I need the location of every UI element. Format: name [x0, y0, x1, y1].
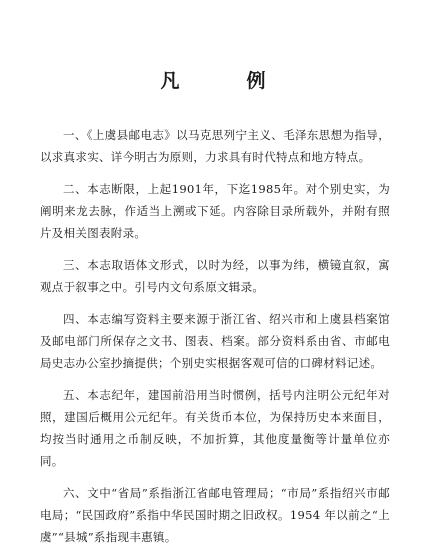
paragraph-2: 二、本志断限，上起1901年，下迄1985年。对个别史实，为阐明来龙去脉，作适当上溯或下延。内容除目录所载外，并附有照片及相关图表附录。 — [40, 182, 390, 240]
paragraph-1: 一、《上虞县邮电志》以马克思列宁主义、毛泽东思想为指导，以求真求实、详今明古为原则，力求具有时代特点和地方特点。 — [40, 128, 390, 164]
paragraph-6: 六、文中“省局”系指浙江省邮电管理局；“市局”系指绍兴市邮电局；“民国政府”系指中华民国时期之旧政权。1954 年以前之“上虞”“县城”系指现丰惠镇。 — [40, 486, 390, 544]
paragraph-4: 四、本志编写资料主要来源于浙江省、绍兴市和上虞县档案馆及邮电部门所保存之文书、图表、档案。部分资料系由省、市邮电局史志办公室抄摘提供；个别史实根据客观可信的口碑材料记述。 — [40, 312, 390, 370]
paragraph-3: 三、本志取语体文形式，以时为经，以事为纬，横镜直叙，寓观点于叙事之中。引号内文句系原文辑录。 — [40, 258, 390, 294]
body-text — [40, 124, 390, 558]
page-title: 凡 例 — [160, 70, 290, 92]
paragraph-5: 五、本志纪年，建国前沿用当时惯例，括号内注明公元纪年对照，建国后概用公元纪年。有关货币本位，为保持历史本来面目，均按当时通用之币制反映，不加折算，其他度量衡等计量单位亦同。 — [40, 388, 390, 468]
